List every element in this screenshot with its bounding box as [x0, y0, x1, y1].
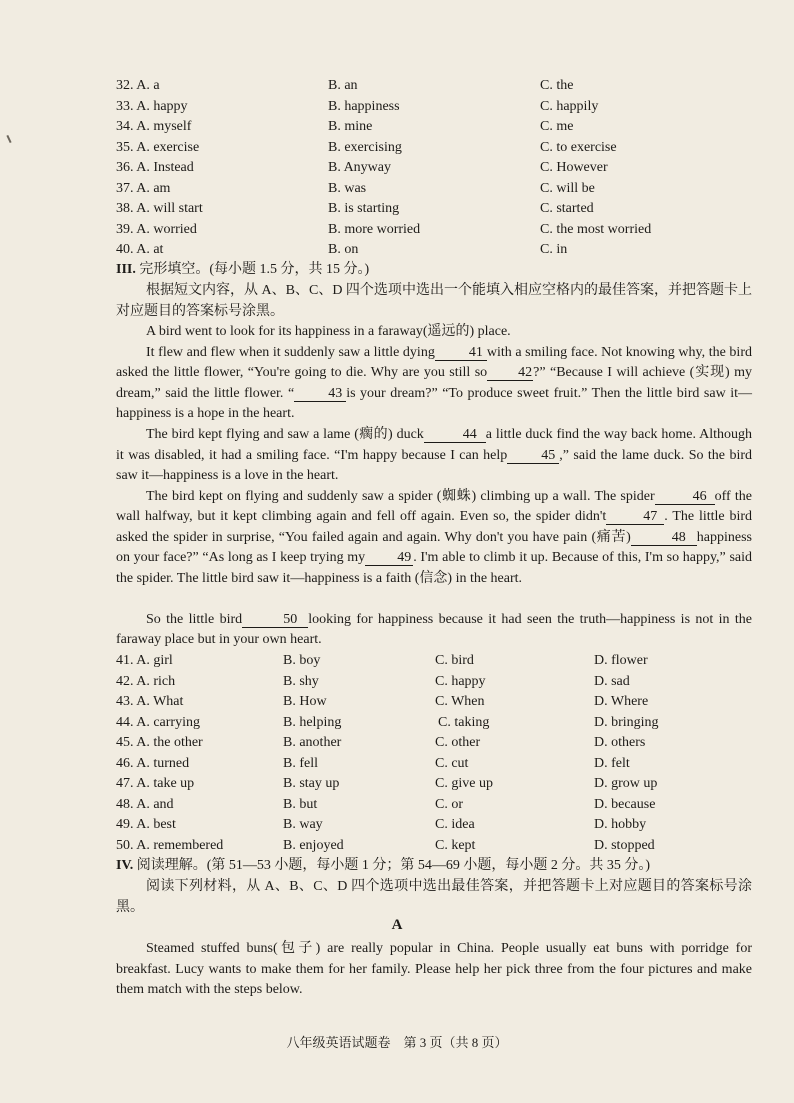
paragraph-5: So the little bird 50 looking for happiness because it had seen the truth—happiness is not in the faraway place but in your own heart.	[116, 611, 752, 648]
option-a: 43. A. What	[116, 694, 184, 709]
option-row-41	[0, 651, 794, 671]
option-d: D. sad	[594, 673, 630, 689]
option-b: B. fell	[283, 755, 318, 771]
option-row-46	[0, 754, 794, 774]
option-c: C. the	[540, 78, 574, 93]
section-title: 完形填空。(每小题 1.5 分，共 15 分。)	[139, 262, 370, 277]
blank-46: 46	[655, 489, 715, 505]
option-b: B. an	[328, 78, 358, 93]
option-d: D. hobby	[594, 817, 647, 832]
option-row-42	[0, 672, 794, 692]
option-row-35	[0, 138, 794, 158]
option-row-49	[0, 815, 794, 835]
option-b: B. boy	[283, 653, 321, 668]
section-3-instruction: 根据短文内容，从 A、B、C、D 四个选项中选出一个能填入相应空格内的最佳答案，并把答题卡上对应题目的答案标号涂黑。	[116, 283, 752, 319]
option-b: B. another	[283, 735, 342, 750]
option-a: 41. A. girl	[116, 653, 173, 668]
section-4-heading	[116, 856, 650, 876]
option-c: C. to exercise	[540, 139, 617, 155]
option-row-48	[0, 795, 794, 815]
blank-48: 48	[631, 530, 697, 546]
option-row-36	[0, 158, 794, 178]
paragraph-2: It flew and flew when it suddenly saw a little dying 41 with a smiling face. Not knowing why, the bird asked the little flower, “You're going to die. Why are you still so 42?” “Because I will achieve (实现) my dream,” said the little flower. “ 43 is your dream?” “To produce sweet fruit.” Then the little bird saw it—happiness is a hope in the heart.	[116, 344, 752, 422]
blank-50: 50	[242, 612, 308, 628]
option-d: D. Where	[594, 694, 649, 709]
option-d: D. stopped	[594, 837, 655, 853]
option-c: C. other	[435, 735, 481, 750]
option-a: 40. A. at	[116, 242, 164, 257]
option-c: C. cut	[435, 755, 469, 771]
reading-passage: Steamed stuffed buns(包子) are really popular in China. People usually eat buns with porridge for breakfast. Lucy wants to make them for her family. Please help her pick three from the four pictures and make them match with the steps below.	[116, 941, 752, 998]
option-c: C. in	[540, 242, 568, 257]
option-a: 49. A. best	[116, 817, 176, 832]
option-c: C. happily	[540, 98, 599, 114]
option-d: D. felt	[594, 755, 630, 771]
option-a: 34. A. myself	[116, 119, 192, 134]
option-c: C. will be	[540, 180, 595, 196]
option-b: B. mine	[328, 119, 373, 134]
option-row-45	[0, 733, 794, 753]
section-title: 阅读理解。(第 51—53 小题，每小题 1 分；第 54—69 小题，每小题 2 分。共 35 分。)	[136, 858, 651, 873]
option-c: C. give up	[435, 776, 493, 791]
option-d: D. because	[594, 796, 656, 812]
option-b: B. but	[283, 796, 318, 812]
option-c: C. When	[435, 694, 485, 709]
option-b: B. How	[283, 694, 327, 709]
option-a: 42. A. rich	[116, 673, 176, 689]
option-b: B. on	[328, 242, 359, 257]
section-4-instruction: 阅读下列材料，从 A、B、C、D 四个选项中选出最佳答案，并把答题卡上对应题目的答案标号涂黑。	[116, 879, 752, 915]
option-b: B. is starting	[328, 201, 400, 216]
blank-47: 47	[606, 509, 664, 525]
option-b: B. shy	[283, 673, 319, 689]
option-row-40	[0, 240, 794, 260]
blank-45: 45	[507, 448, 559, 464]
option-row-32	[0, 76, 794, 96]
section-3-heading	[116, 260, 369, 280]
option-row-37	[0, 179, 794, 199]
option-c: C. However	[540, 160, 608, 175]
option-b: B. happiness	[328, 98, 400, 114]
option-row-44	[0, 713, 794, 733]
option-b: B. Anyway	[328, 160, 391, 175]
blank-43: 43	[294, 386, 346, 402]
option-c: C. me	[540, 119, 574, 134]
option-a: 33. A. happy	[116, 98, 188, 114]
option-a: 47. A. take up	[116, 776, 195, 791]
blank-41: 41	[435, 345, 487, 361]
option-a: 36. A. Instead	[116, 160, 194, 175]
option-a: 39. A. worried	[116, 221, 197, 237]
option-b: B. exercising	[328, 139, 402, 155]
option-a: 35. A. exercise	[116, 139, 200, 155]
paragraph-3: The bird kept flying and saw a lame (瘸的) duck 44 a little duck find the way back home. Although it was disabled, it had a smiling face. “I'm happy because I can help 45 ,” said the lame duck. So the bird saw it—happiness is a love in the heart.	[116, 427, 753, 484]
option-a: 37. A. am	[116, 180, 171, 196]
paragraph-4: The bird kept on flying and suddenly saw a spider (蜘蛛) climbing up a wall. The spider 46 off the wall halfway, but it kept climbing again and fell off again. Even so, the spider didn't 47 . The little bird asked the spider in surprise, “You failed again and again. Why don't you have pain (痛苦) 48 happiness on your face?” “As long as I keep trying my 49 . I'm able to climb it up. Because of this, I'm so happy,” said the spider. The little bird saw it—happiness is a faith (信念) in the heart.	[116, 488, 752, 586]
option-row-50	[0, 836, 794, 856]
section-number: III.	[116, 262, 136, 277]
option-b: B. helping	[283, 714, 342, 730]
option-a: 45. A. the other	[116, 735, 203, 750]
option-a: 50. A. remembered	[116, 837, 224, 853]
option-a: 48. A. and	[116, 796, 174, 812]
option-d: D. flower	[594, 653, 648, 668]
section-number: IV.	[116, 858, 134, 873]
paragraph-1: A bird went to look for its happiness in a faraway(遥远的) place.	[146, 324, 511, 339]
option-row-39	[0, 220, 794, 240]
part-title: A	[391, 917, 403, 933]
option-a: 46. A. turned	[116, 755, 190, 771]
option-d: D. others	[594, 735, 646, 750]
option-b: B. enjoyed	[283, 837, 344, 853]
option-c: C. happy	[435, 673, 486, 689]
option-a: 44. A. carrying	[116, 714, 200, 730]
option-a: 38. A. will start	[116, 201, 203, 216]
option-a: 32. A. a	[116, 78, 160, 93]
option-c: C. or	[435, 796, 463, 812]
blank-49: 49	[365, 550, 413, 566]
option-b: B. way	[283, 817, 323, 832]
option-row-43	[0, 692, 794, 712]
option-row-47	[0, 774, 794, 794]
option-c: C. taking	[438, 714, 490, 730]
option-b: B. stay up	[283, 776, 340, 791]
option-c: C. bird	[435, 653, 474, 668]
option-d: D. grow up	[594, 776, 658, 791]
option-row-38	[0, 199, 794, 219]
option-c: C. idea	[435, 817, 475, 832]
page-footer: 八年级英语试题卷 第 3 页（共 8 页）	[286, 1035, 508, 1050]
blank-44: 44	[424, 427, 486, 443]
option-row-33	[0, 97, 794, 117]
option-b: B. more worried	[328, 221, 421, 237]
blank-42: 42	[487, 365, 533, 381]
option-c: C. the most worried	[540, 221, 652, 237]
option-d: D. bringing	[594, 714, 659, 730]
option-c: C. started	[540, 201, 594, 216]
option-c: C. kept	[435, 837, 476, 853]
option-b: B. was	[328, 180, 367, 196]
option-row-34	[0, 117, 794, 137]
